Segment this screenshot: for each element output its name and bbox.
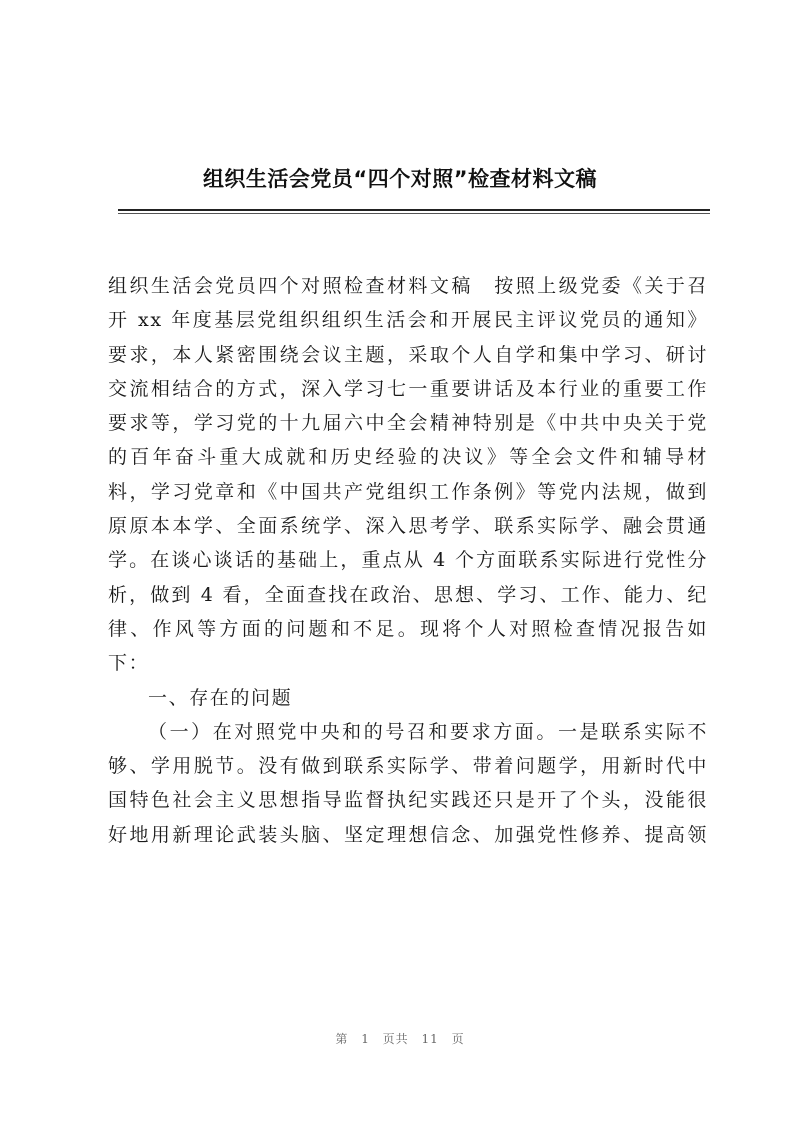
body-line: 律、作风等方面的问题和不足。现将个人对照检查情况报告如 xyxy=(108,617,708,640)
title-underline-thin xyxy=(118,213,710,214)
title-underline xyxy=(118,209,710,211)
body-line: 学。在谈心谈话的基础上，重点从 4 个方面联系实际进行党性分 xyxy=(108,549,708,572)
footer-page-number: 1 xyxy=(361,1032,370,1046)
body-line: 交流相结合的方式，深入学习七一重要讲话及本行业的重要工作 xyxy=(108,377,708,400)
footer-suffix: 页 xyxy=(451,1032,465,1046)
body-line: 料，学习党章和《中国共产党组织工作条例》等党内法规，做到 xyxy=(108,480,708,503)
body-line: 要求等，学习党的十九届六中全会精神特别是《中共中央关于党 xyxy=(108,412,708,435)
footer-total-pages: 11 xyxy=(421,1032,439,1046)
document-title: 组织生活会党员“四个对照”检查材料文稿 xyxy=(202,167,598,191)
section-heading: 一、存在的问题 xyxy=(148,686,293,709)
body-line: 原原本本学、全面系统学、深入思考学、联系实际学、融会贯通 xyxy=(108,515,708,538)
page-footer xyxy=(0,1030,800,1047)
document-body xyxy=(108,269,708,852)
footer-prefix: 第 xyxy=(335,1032,349,1046)
body-line: 析，做到 4 看，全面查找在政治、思想、学习、工作、能力、纪 xyxy=(108,583,708,606)
footer-middle: 页共 xyxy=(382,1032,409,1046)
body-line: 国特色社会主义思想指导监督执纪实践还只是开了个头，没能很 xyxy=(108,789,708,812)
body-line: （一）在对照党中央和的号召和要求方面。一是联系实际不 xyxy=(148,720,708,743)
body-line: 好地用新理论武装头脑、坚定理想信念、加强党性修养、提高领 xyxy=(108,823,708,846)
body-line: 下： xyxy=(108,652,150,675)
body-line: 够、学用脱节。没有做到联系实际学、带着问题学，用新时代中 xyxy=(108,755,708,778)
body-line: 的百年奋斗重大成就和历史经验的决议》等全会文件和辅导材 xyxy=(108,446,708,469)
body-line: 开 xx 年度基层党组织组织生活会和开展民主评议党员的通知》 xyxy=(108,309,708,332)
body-line: 组织生活会党员四个对照检查材料文稿 按照上级党委《关于召 xyxy=(108,275,708,297)
body-line: 要求，本人紧密围绕会议主题，采取个人自学和集中学习、研讨 xyxy=(108,343,708,366)
